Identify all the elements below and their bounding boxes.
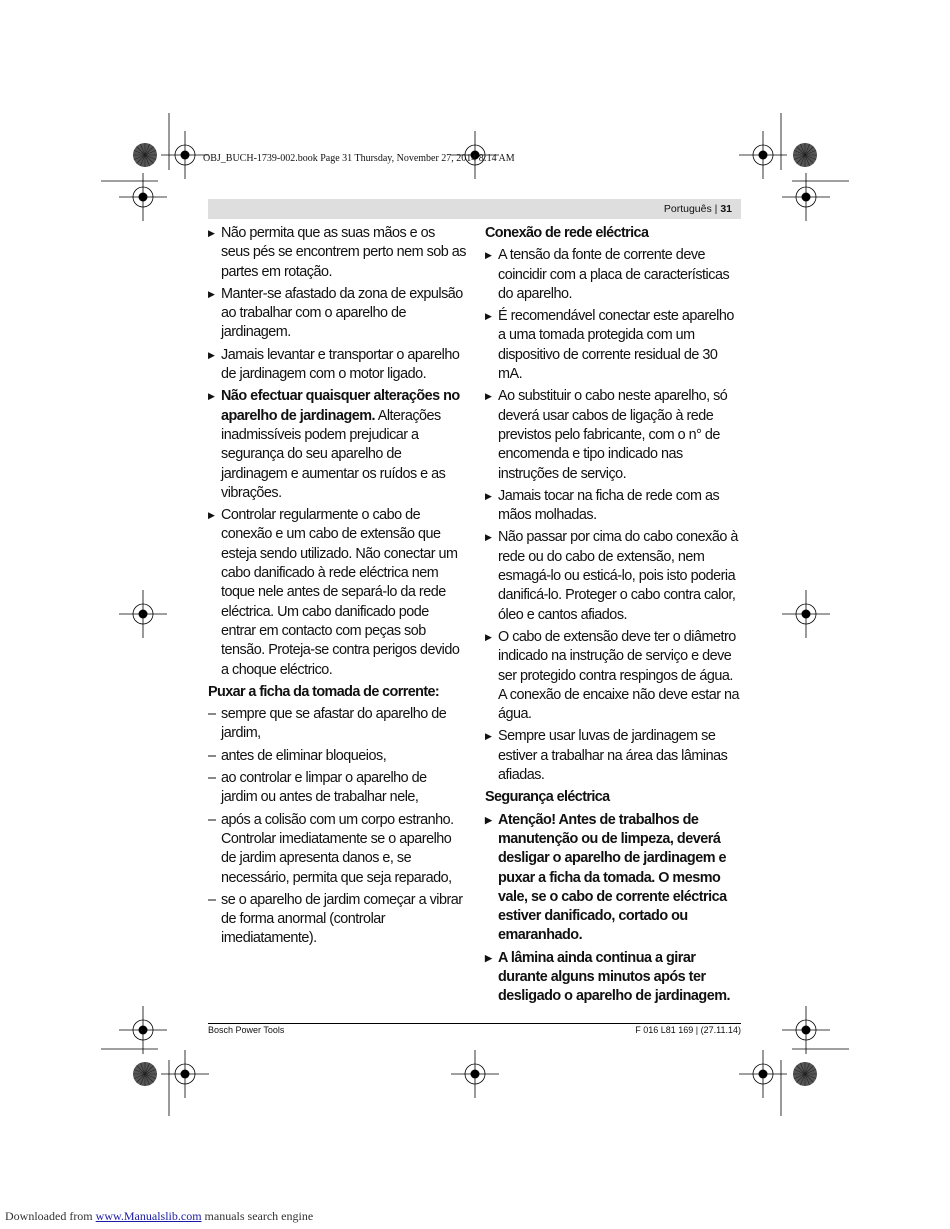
- starburst-mark-bottom-left: [133, 1062, 157, 1086]
- crosshair-mark-bottom-left: [161, 1050, 209, 1098]
- right-column: [485, 224, 743, 1010]
- starburst-mark-bottom-right: [793, 1062, 817, 1086]
- crosshair-mark-top-left: [161, 131, 209, 179]
- download-note: [5, 1209, 313, 1224]
- starburst-mark-top-right: [793, 143, 817, 167]
- manualslib-link[interactable]: www.Manualslib.com: [95, 1209, 202, 1223]
- footer-doc-number: F 016 L81 169 | (27.11.14): [635, 1025, 741, 1035]
- crosshair-mark-left-upper: [119, 173, 167, 221]
- download-note-prefix: Downloaded from: [5, 1209, 96, 1223]
- dash-item: – ao controlar e limpar o aparelho de jardim ou antes de trabalhar nele,: [208, 769, 466, 808]
- crosshair-mark-left-lower: [119, 1006, 167, 1054]
- crosshair-mark-bottom-center: [451, 1050, 499, 1098]
- crosshair-mark-right-upper: [782, 173, 830, 221]
- bullet-item: ▶ Controlar regularmente o cabo de conexão e um cabo de extensão que esteja sendo utilizado. Não conectar um cabo danificado à rede eléctrica nem toque nele antes de separá-lo da rede eléctrica. Um cabo danificado pode entrar em contacto com peças sob tensão. Proteja-se contra perigos devido a choque eléctrico.: [208, 506, 466, 680]
- bullet-text: Alterações inadmissíveis podem prejudicar a segurança do seu aparelho de jardinagem e aumentar os ruídos e as vibrações.: [221, 407, 446, 501]
- footer-divider: [208, 1023, 741, 1024]
- language-label: Português: [663, 203, 712, 215]
- bullet-item: ▶ Não passar por cima do cabo conexão à rede ou do cabo de extensão, nem esmagá-lo ou esticá-lo, pois isto poderia danificá-lo. Proteger o cabo contra calor, óleo e cantos afiados.: [485, 528, 743, 624]
- bullet-item: ▶ Ao substituir o cabo neste aparelho, só deverá usar cabos de ligação à rede previstos pelo fabricante, com o n° de encomenda e tipo indicado nas instruções de serviço.: [485, 387, 743, 483]
- starburst-mark-top-left: [133, 143, 157, 167]
- dash-item: – após a colisão com um corpo estranho. Controlar imediatamente se o aparelho de jardim apresenta danos e, se necessário, permita que seja reparado,: [208, 811, 466, 888]
- dash-item: – antes de eliminar bloqueios,: [208, 747, 466, 766]
- book-file-header: OBJ_BUCH-1739-002.book Page 31 Thursday, November 27, 2014 8:14 AM: [203, 153, 515, 164]
- bullet-item: ▶ O cabo de extensão deve ter o diâmetro indicado na instrução de serviço e deve ser protegido contra respingos de água. A conexão de encaixe não deve estar na água.: [485, 628, 743, 724]
- crosshair-mark-right-middle: [782, 590, 830, 638]
- crosshair-mark-right-lower: [782, 1006, 830, 1054]
- bullet-item: ▶ Jamais tocar na ficha de rede com as mãos molhadas.: [485, 487, 743, 526]
- dash-item: – sempre que se afastar do aparelho de jardim,: [208, 705, 466, 744]
- crosshair-mark-left-middle: [119, 590, 167, 638]
- download-note-suffix: manuals search engine: [201, 1209, 314, 1223]
- bullet-item: ▶ É recomendável conectar este aparelho a uma tomada protegida com um dispositivo de corrente residual de 30 mA.: [485, 307, 743, 384]
- bullet-item: ▶ Manter-se afastado da zona de expulsão ao trabalhar com o aparelho de jardinagem.: [208, 285, 466, 343]
- bullet-item: ▶ Jamais levantar e transportar o aparelho de jardinagem com o motor ligado.: [208, 346, 466, 385]
- bullet-item-bold: ▶ Atenção! Antes de trabalhos de manutenção ou de limpeza, deverá desligar o aparelho de jardinagem e puxar a ficha da tomada. O mesmo vale, se o cabo de corrente eléctrica estiver danificado, cortado ou emaranhado.: [485, 811, 743, 946]
- bullet-bold-text: Não efectuar quaisquer alterações no aparelho de jardinagem.: [221, 388, 460, 424]
- page-header-text: Português | 31: [663, 203, 732, 215]
- page-number: 31: [720, 203, 732, 215]
- left-column: [208, 224, 466, 952]
- section-heading: Conexão de rede eléctrica: [485, 225, 649, 241]
- section-heading: Segurança eléctrica: [485, 789, 610, 806]
- section-heading: Puxar a ficha da tomada de corrente:: [208, 683, 440, 700]
- bullet-item: ▶ A tensão da fonte de corrente deve coincidir com a placa de características do aparelho.: [485, 246, 743, 304]
- crosshair-mark-bottom-right: [739, 1050, 787, 1098]
- dash-item: – se o aparelho de jardim começar a vibrar de forma anormal (controlar imediatamente).: [208, 891, 466, 949]
- bullet-item-bold: ▶ A lâmina ainda continua a girar durante alguns minutos após ter desligado o aparelho de jardinagem.: [485, 949, 743, 1007]
- footer-company: Bosch Power Tools: [208, 1025, 285, 1035]
- crosshair-mark-top-right: [739, 131, 787, 179]
- bullet-item: [208, 387, 466, 503]
- page-header-bar: [208, 199, 741, 219]
- bullet-item: ▶ Sempre usar luvas de jardinagem se estiver a trabalhar na área das lâminas afiadas.: [485, 727, 743, 785]
- bullet-item: ▶ Não permita que as suas mãos e os seus pés se encontrem perto nem sob as partes em rotação.: [208, 224, 466, 282]
